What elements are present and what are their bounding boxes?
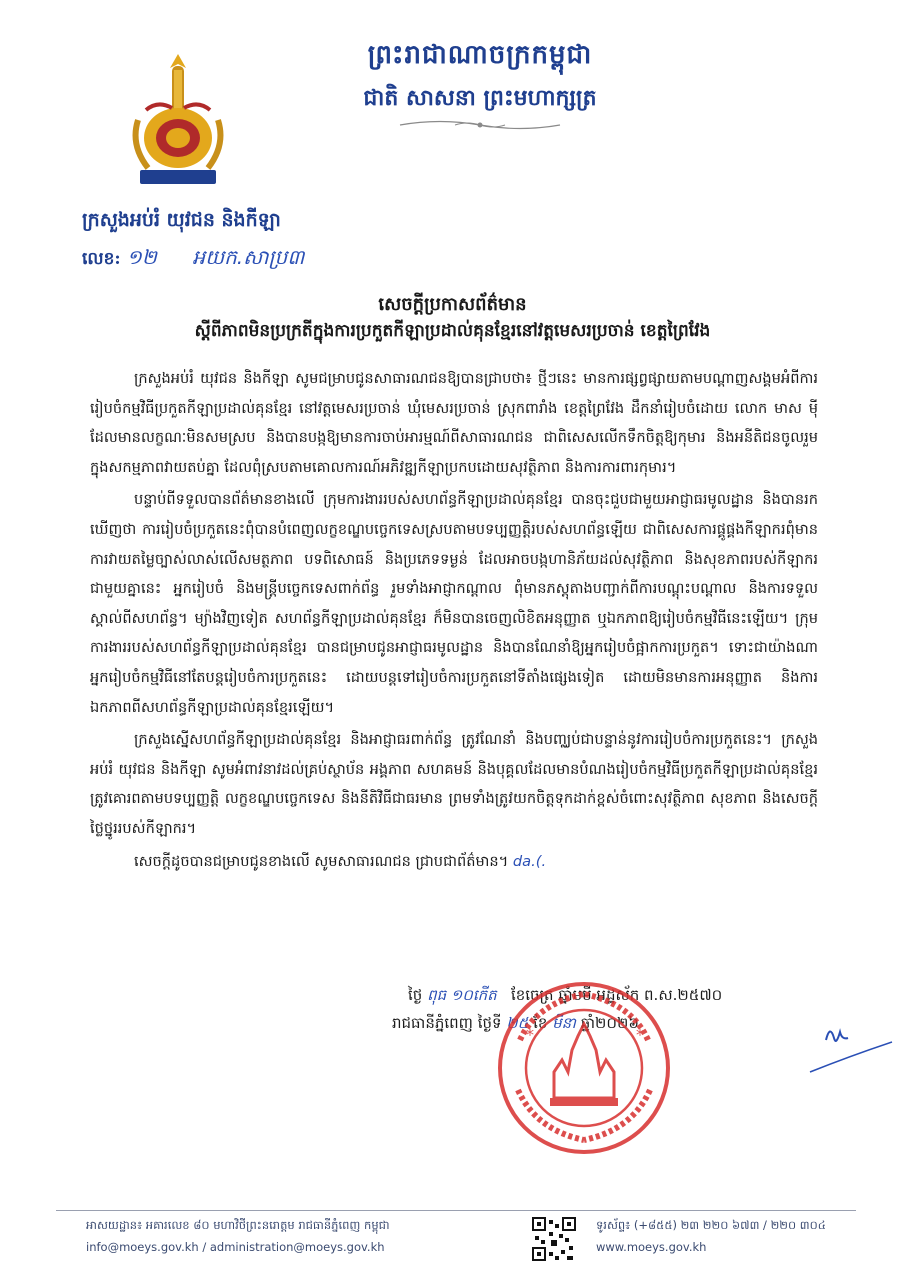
paragraph-2: បន្ទាប់ពីទទួលបានព័ត៌មានខាងលើ ក្រុមការងាររបស់សហព័ន្ធកីឡាប្រដាល់គុនខ្មែរ បានចុះជួបជាមួយអាជ្ញាធរមូលដ្ឋាន និងបានរកឃើញថា ការរៀបចំប្រកួតនេះពុំបានបំពេញលក្ខខណ្ឌបច្ចេកទេសស្របតាមបទប្បញ្ញត្តិរបស់សហព័ន្ធឡើយ ជាពិសេសការផ្គូផ្គងកីឡាករពុំមានការវាយតម្លៃច្បាស់លាស់លើសមត្ថភាព បទពិសោធន៍ និងប្រភេទទម្ងន់ ដែលអាចបង្កហានិភ័យដល់សុវត្ថិភាព និងសុខភាពរបស់កីឡាករ ជាមួយគ្នានេះ អ្នករៀបចំ និងមន្ត្រីបច្ចេកទេសពាក់ព័ន្ធ រួមទាំងអាជ្ញាកណ្ដាល ពុំមានភស្ដុតាងបញ្ជាក់ពីការបណ្ដុះបណ្ដាល និងការទទួលស្គាល់ពីសហព័ន្ធ។ ម្យ៉ាងវិញទៀត សហព័ន្ធកីឡាប្រដាល់គុនខ្មែរ ក៏មិនបានចេញលិខិតអនុញ្ញាត ឬឯកភាពឱ្យរៀបចំកម្មវិធីនេះឡើយ។ ក្រុមការងាររបស់សហព័ន្ធកីឡាប្រដាល់គុនខ្មែរ បានជម្រាបជូនអាជ្ញាធរមូលដ្ឋាន និងបានណែនាំឱ្យអ្នករៀបចំផ្អាកការប្រកួត។ ទោះជាយ៉ាងណា អ្នករៀបចំកម្មវិធីនៅតែបន្តរៀបចំការប្រកួតនេះ ដោយបន្តទៅរៀបចំការប្រកួតនៅទីតាំងផ្សេងទៀត ដោយមិនមានការអនុញ្ញាត និងការឯកភាពពីសហព័ន្ធកីឡាប្រដាល់គុនខ្មែរឡើយ។ bbox=[90, 491, 818, 716]
paragraph-1: ក្រសួងអប់រំ យុវជន និងកីឡា សូមជម្រាបជូនសាធារណជនឱ្យបានជ្រាបថា៖ ថ្មីៗនេះ មានការផ្សព្វផ្សាយតាមបណ្ដាញសង្គមអំពីការរៀបចំកម្មវិធីប្រកួតកីឡាប្រដាល់គុនខ្មែរ នៅវត្តមេសរប្រចាន់ ឃុំមេសរប្រចាន់ ស្រុកពារាំង ខេត្តព្រៃវែង ដឹកនាំរៀបចំដោយ លោក មាស មុី ដែលមានលក្ខណៈមិនសមស្រប និងបានបង្កឱ្យមានការចាប់អារម្មណ៍ពីសាធារណជន ជាពិសេសលើកទឹកចិត្តឱ្យកុមារ និងអនីតិជនចូលរួមក្នុងសកម្មភាពវាយតប់គ្នា ដែលពុំស្របតាមគោលការណ៍អភិវឌ្ឍកីឡាប្រកបដោយសុវត្ថិភាព និងការការពារកុមារ។ bbox=[90, 370, 818, 476]
footer-website-link[interactable]: www.moeys.gov.kh bbox=[596, 1240, 707, 1254]
ministry-emblem-icon bbox=[128, 50, 228, 196]
solar-date-suffix: ឆ្នាំ២០២៦ bbox=[580, 1014, 639, 1032]
signature-icon bbox=[770, 1012, 900, 1082]
footer-phone: ទូរស័ព្ទ៖ (+៨៥៥) ២៣ ២២០ ៦៧៣ / ២២០ ៣០៤ bbox=[596, 1218, 826, 1232]
ministry-name: ក្រសួងអប់រំ យុវជន និងកីឡា bbox=[82, 209, 281, 231]
lunar-month: ខែចេត្រ bbox=[510, 986, 554, 1004]
document-title: សេចក្ដីប្រកាសព័ត៌មាន bbox=[378, 294, 527, 315]
solar-date-prefix: រាជធានីភ្នំពេញ ថ្ងៃទី bbox=[392, 1014, 502, 1032]
svg-text:*: * bbox=[636, 1025, 644, 1044]
lunar-date-prefix: ថ្ងៃ bbox=[408, 986, 423, 1004]
svg-text:*: * bbox=[526, 1025, 534, 1044]
qr-code-icon bbox=[531, 1216, 577, 1262]
footer-divider bbox=[56, 1210, 856, 1211]
paragraph-3: ក្រសួងស្នើសហព័ន្ធកីឡាប្រដាល់គុនខ្មែរ និងអាជ្ញាធរពាក់ព័ន្ធ ត្រូវណែនាំ និងបញ្ឈប់ជាបន្ទាន់នូវការរៀបចំការប្រកួតនេះ។ ក្រសួងអប់រំ យុវជន និងកីឡា សូមអំពាវនាវដល់គ្រប់ស្ថាប័ន អង្គភាព សហគមន៍ និងបុគ្គលដែលមានបំណងរៀបចំកម្មវិធីប្រកួតកីឡាប្រដាល់គុនខ្មែរ ត្រូវគោរពតាមបទប្បញ្ញត្តិ លក្ខខណ្ឌបច្ចេកទេស និងនីតិវិធីជាធរមាន ព្រមទាំងត្រូវយកចិត្តទុកដាក់ខ្ពស់ចំពោះសុវត្ថិភាព សុខភាព និងសេចក្ដីថ្លៃថ្នូររបស់កីឡាករ។ bbox=[90, 731, 818, 837]
kingdom-heading: ព្រះរាជាណាចក្រកម្ពុជា bbox=[367, 40, 593, 70]
closing-text: សេចក្ដីដូចបានជម្រាបជូនខាងលើ សូមសាធារណជន ជ្រាបជាព័ត៌មាន។ bbox=[134, 852, 509, 870]
solar-date-month-label: ខែ bbox=[533, 1014, 548, 1032]
document-subtitle: ស្ដីពីភាពមិនប្រក្រតីក្នុងការប្រកួតកីឡាប្រដាល់គុនខ្មែរនៅវត្តមេសរប្រចាន់ ខេត្តព្រៃវែង bbox=[194, 321, 711, 341]
official-seal-icon bbox=[496, 980, 672, 1156]
national-motto: ជាតិ សាសនា ព្រះមហាក្សត្រ bbox=[363, 85, 597, 111]
footer-address: អាសយដ្ឋាន៖ អគារលេខ ៨០ មហាវិថីព្រះនរោត្តម រាជធានីភ្នំពេញ កម្ពុជា bbox=[86, 1218, 390, 1232]
footer-email-link[interactable]: info@moeys.gov.kh / administration@moeys.gov.kh bbox=[86, 1240, 385, 1254]
reference-line bbox=[82, 244, 304, 274]
closing-paragraph bbox=[90, 847, 818, 877]
ref-code: អយក.សាប្រ៣ bbox=[192, 245, 305, 269]
ref-number: ១២ bbox=[126, 245, 157, 269]
closing-handwritten-initial: da.(. bbox=[512, 852, 547, 870]
lunar-date-suffix: ឆ្នាំមមី អដ្ឋស័ក ព.ស.២៥៧០ bbox=[558, 986, 723, 1004]
solar-day: ២៥ bbox=[506, 1014, 529, 1032]
ref-label: លេខ: bbox=[82, 249, 121, 269]
ornament-divider-icon bbox=[395, 118, 565, 132]
solar-month: មីនា bbox=[552, 1014, 576, 1032]
lunar-date-handwritten: ពុធ ១០កើត bbox=[427, 986, 497, 1004]
document-body bbox=[90, 364, 818, 879]
